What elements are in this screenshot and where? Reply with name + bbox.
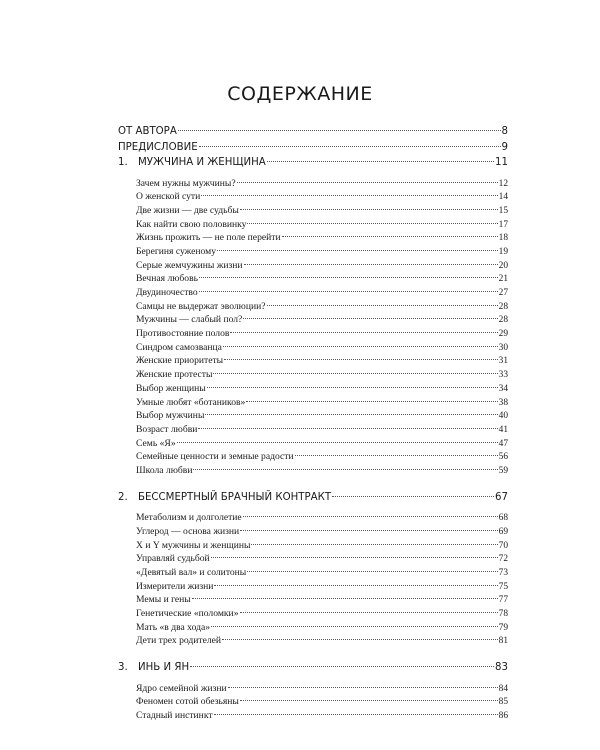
toc-subentry <box>118 205 508 219</box>
toc-subentry <box>118 424 508 438</box>
toc-subentry <box>118 260 508 274</box>
toc-subentry <box>118 581 508 595</box>
toc-subentry <box>118 397 508 411</box>
toc-page-number: 29 <box>498 329 508 340</box>
toc-subentry <box>118 622 508 636</box>
dot-leader <box>240 700 498 701</box>
toc-page-number: 17 <box>498 219 508 230</box>
dot-leader <box>223 346 498 347</box>
dot-leader <box>244 264 498 265</box>
toc-page-number: 79 <box>498 622 508 633</box>
toc-subentry <box>118 438 508 452</box>
toc-chapter <box>118 492 508 508</box>
toc-subentry <box>118 287 508 301</box>
dot-leader <box>190 666 494 667</box>
toc-label: Мемы и гены <box>136 594 191 606</box>
dot-leader <box>177 442 498 443</box>
dot-leader <box>230 332 497 333</box>
toc-label: Школа любви <box>136 464 193 476</box>
toc-label: Самцы не выдержат эволюции? <box>136 300 266 312</box>
toc-page-number: 86 <box>498 710 508 721</box>
dot-leader <box>247 223 497 224</box>
toc-page-number: 41 <box>498 424 508 435</box>
toc-label: Выбор женщины <box>136 382 206 394</box>
dot-leader <box>211 626 498 627</box>
toc-label: Двудиночество <box>136 287 198 298</box>
dot-leader <box>201 195 497 196</box>
toc-label: Зачем нужны мужчины? <box>136 177 236 189</box>
toc-label: Как найти свою половинку <box>136 218 247 230</box>
toc-page-number: 27 <box>498 288 508 298</box>
toc-label: Метаболизм и долголетие <box>136 512 242 524</box>
toc-page-number: 75 <box>498 581 508 592</box>
toc-page-number: 85 <box>498 697 508 708</box>
toc-page-number: 11 <box>495 157 508 168</box>
toc-subentry <box>118 178 508 192</box>
toc-label: ПРЕДИСЛОВИЕ <box>118 141 198 153</box>
toc-page-number: 84 <box>498 683 508 694</box>
toc-subentry <box>118 451 508 465</box>
dot-leader <box>237 182 498 183</box>
toc-subentry <box>118 635 508 649</box>
toc-page-number: 28 <box>498 315 508 326</box>
toc-page-number: 21 <box>498 274 508 285</box>
toc-label: Выбор мужчины <box>136 410 205 422</box>
toc-label: «Девятый вал» и солитоны <box>136 566 247 578</box>
toc-label: Жизнь прожить — не поле перейти <box>136 232 281 244</box>
dot-leader <box>198 428 497 429</box>
toc-subentry <box>118 328 508 342</box>
toc-label: Мужчины — слабый пол? <box>136 314 243 326</box>
toc-page-number: 78 <box>498 608 508 619</box>
toc-label: Противостояние полов <box>136 328 230 340</box>
toc-subentry <box>118 246 508 260</box>
toc-subentry <box>118 683 508 697</box>
toc-label: Дети трех родителей <box>136 635 222 647</box>
dot-leader <box>217 250 498 251</box>
toc-page-number: 59 <box>498 465 508 476</box>
dot-leader <box>246 401 497 402</box>
dot-leader <box>211 557 498 558</box>
toc-page-number: 20 <box>498 260 508 271</box>
toc-label: Вечная любовь <box>136 273 198 285</box>
toc-entry <box>118 126 508 142</box>
toc-page-number: 67 <box>495 491 508 503</box>
toc-label: Возраст любви <box>136 423 198 435</box>
toc-page-number: 73 <box>498 567 508 578</box>
toc-subentry <box>118 273 508 287</box>
toc-label: Стадный инстинкт <box>136 709 213 721</box>
toc-label: МУЖЧИНА И ЖЕНЩИНА <box>138 157 266 168</box>
dot-leader <box>247 571 497 572</box>
chapter-number: 1. <box>118 157 128 168</box>
toc-page-number: 83 <box>495 662 508 673</box>
toc-subentry <box>118 232 508 246</box>
toc-subentry <box>118 355 508 369</box>
toc-label: Ядро семейной жизни <box>136 682 227 694</box>
toc-label: Измерители жизни <box>136 580 214 592</box>
dot-leader <box>267 161 494 162</box>
toc-subentry <box>118 219 508 233</box>
toc-page-number: 70 <box>498 540 508 551</box>
toc-page-number: 19 <box>498 246 508 257</box>
toc-label: ОТ АВТОРА <box>118 126 177 137</box>
toc-subentry <box>118 342 508 356</box>
toc-page-number: 38 <box>498 397 508 408</box>
dot-leader <box>214 714 498 715</box>
dot-leader <box>295 455 498 456</box>
toc-page-number: 12 <box>498 178 508 189</box>
toc-subentry <box>118 301 508 315</box>
dot-leader <box>267 305 498 306</box>
toc-page-number: 34 <box>498 383 508 394</box>
dot-leader <box>213 373 497 374</box>
toc-label: Женские протесты <box>136 369 213 381</box>
toc-label: О женской сути <box>136 191 201 203</box>
dot-leader <box>199 146 501 147</box>
dot-leader <box>205 414 497 415</box>
dot-leader <box>214 585 497 586</box>
toc-subentry <box>118 410 508 424</box>
dot-leader <box>178 130 501 131</box>
toc-label: Женские приоритеты <box>136 355 224 367</box>
chapter-number: 2. <box>118 491 128 503</box>
toc-subentry <box>118 191 508 205</box>
dot-leader <box>222 639 498 640</box>
toc-page-number: 9 <box>501 141 508 153</box>
toc-page-number: 69 <box>498 526 508 537</box>
chapter-number: 3. <box>118 662 128 673</box>
toc-subentry <box>118 553 508 567</box>
toc-subentry <box>118 710 508 724</box>
toc-subentry <box>118 369 508 383</box>
toc-subentry <box>118 383 508 397</box>
dot-leader <box>199 291 498 292</box>
toc-page-number: 77 <box>498 595 508 606</box>
toc-page-number: 18 <box>498 233 508 244</box>
dot-leader <box>192 598 498 599</box>
toc-label: ИНЬ И ЯН <box>138 662 190 673</box>
toc-subentry <box>118 594 508 608</box>
toc-entry <box>118 142 508 158</box>
dot-leader <box>332 496 494 497</box>
toc-page-number: 14 <box>498 192 508 203</box>
toc-subentry <box>118 567 508 581</box>
toc-chapter <box>118 157 508 173</box>
dot-leader <box>243 318 497 319</box>
toc-page-number: 31 <box>498 356 508 367</box>
toc-subentry <box>118 696 508 710</box>
toc-label: Умные любят «ботаников» <box>136 396 246 408</box>
toc-label: Мать «в два хода» <box>136 621 211 633</box>
toc-page-number: 40 <box>498 411 508 422</box>
toc-label: Генетические «поломки» <box>136 607 239 619</box>
toc-subentry <box>118 465 508 479</box>
toc-label: Семь «Я» <box>136 437 176 449</box>
toc-page-number: 68 <box>498 513 508 524</box>
toc-label: Управляй судьбой <box>136 553 210 565</box>
toc-subentry <box>118 512 508 526</box>
toc-page-number: 56 <box>498 452 508 463</box>
toc-page-number: 47 <box>498 438 508 449</box>
toc-page-number: 15 <box>498 205 508 216</box>
table-of-contents <box>118 126 508 724</box>
page-title: СОДЕРЖАНИЕ <box>227 82 373 105</box>
toc-page-number: 33 <box>498 370 508 381</box>
toc-page-number: 30 <box>498 342 508 353</box>
dot-leader <box>243 516 498 517</box>
toc-page-number: 28 <box>498 301 508 312</box>
toc-label: Две жизни — две судьбы <box>136 204 239 216</box>
toc-chapter <box>118 662 508 678</box>
dot-leader <box>207 387 498 388</box>
dot-leader <box>224 359 498 360</box>
toc-label: Углерод — основа жизни <box>136 525 240 537</box>
toc-label: Семейные ценности и земные радости <box>136 451 294 463</box>
dot-leader <box>228 687 498 688</box>
toc-page-number: 8 <box>501 126 508 137</box>
toc-page-number: 72 <box>498 554 508 565</box>
dot-leader <box>240 612 498 613</box>
dot-leader <box>251 544 497 545</box>
dot-leader <box>199 277 498 278</box>
dot-leader <box>240 209 498 210</box>
toc-label: Синдром самозванца <box>136 341 222 353</box>
toc-subentry <box>118 526 508 540</box>
toc-subentry <box>118 540 508 554</box>
toc-label: БЕССМЕРТНЫЙ БРАЧНЫЙ КОНТРАКТ <box>138 491 332 503</box>
toc-label: Берегиня суженому <box>136 245 217 257</box>
toc-subentry <box>118 314 508 328</box>
toc-page-number: 81 <box>498 636 508 647</box>
toc-label: Феномен сотой обезьяны <box>136 696 239 708</box>
toc-label: Серые жемчужины жизни <box>136 259 243 271</box>
dot-leader <box>282 236 498 237</box>
dot-leader <box>240 530 497 531</box>
toc-subentry <box>118 608 508 622</box>
toc-label: X и Y мужчины и женщины <box>136 539 251 551</box>
dot-leader <box>193 469 497 470</box>
